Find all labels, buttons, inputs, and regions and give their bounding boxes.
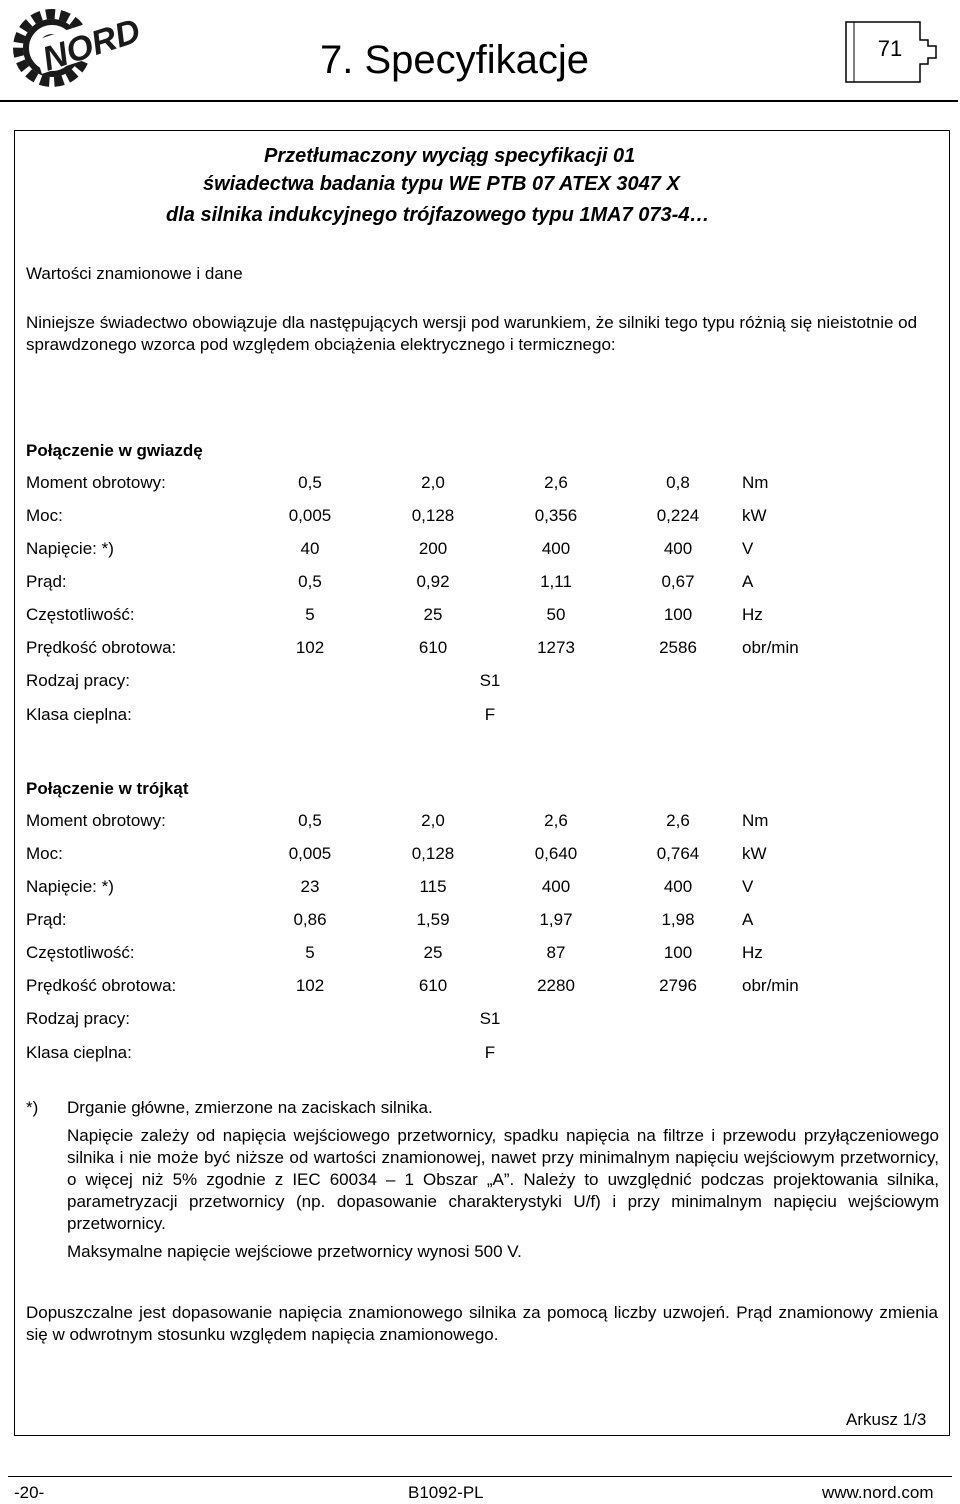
page-number: 71 [877,36,903,61]
heading-line-2: świadectwa badania typu WE PTB 07 ATEX 3047 X [203,173,680,195]
unit: Nm [742,473,769,492]
footnote-line-1: Drganie główne, zmierzone na zaciskach silnika. [67,1098,433,1117]
delta-row-thermal-class [0,1042,960,1064]
row-label: Prąd: [26,572,67,591]
delta-row-duty [0,1008,960,1030]
row-label: Moc: [26,844,63,863]
cell: 40 [300,539,320,558]
row-label: Klasa cieplna: [26,705,132,724]
footer-page-number: -20- [14,1483,45,1502]
cell: 102 [295,638,325,657]
delta-row-power [0,843,960,865]
star-section-title: Połączenie w gwiazdę [26,441,203,460]
cell: 0,8 [666,473,690,492]
cell: 115 [419,877,447,896]
row-label: Częstotliwość: [26,943,135,962]
unit: A [742,572,754,591]
star-row-power [0,505,960,527]
cell: 2,0 [421,473,445,492]
cell: F [484,705,496,724]
intro-paragraph: Niniejsze świadectwo obowiązuje dla następujących wersji pod warunkiem, że silniki tego typu różnią się nieistotnie od sprawdzonego wzorca pod względem obciążenia elektrycznego i termicznego: [26,313,918,354]
delta-row-torque [0,810,960,832]
heading-line-1: Przetłumaczony wyciąg specyfikacji 01 [264,145,636,167]
cell: 0,5 [298,811,322,830]
footer-divider [8,1476,952,1477]
star-row-thermal-class [0,704,960,726]
cell: 0,5 [298,473,322,492]
cell: 0,640 [534,844,578,863]
cell: 2,6 [544,473,568,492]
unit: A [742,910,754,929]
star-row-current [0,571,960,593]
delta-row-speed [0,975,960,997]
row-label: Napięcie: *) [26,877,114,896]
sheet-label: Arkusz 1/3 [846,1410,927,1429]
chapter-title: 7. Specyfikacje [320,38,590,82]
cell: 2,0 [421,811,445,830]
unit: obr/min [742,976,799,995]
row-label: Prędkość obrotowa: [26,638,177,657]
cell: 400 [663,877,693,896]
cell: 400 [541,539,571,558]
cell: 25 [423,605,443,624]
cell: 0,356 [534,506,578,525]
cell: 0,86 [293,910,327,929]
cell: 0,224 [656,506,700,525]
cell: 50 [546,605,566,624]
row-label: Moment obrotowy: [26,473,166,492]
cell: 0,005 [288,506,332,525]
rated-values-label: Wartości znamionowe i dane [26,264,243,283]
cell: S1 [479,1009,501,1028]
cell: 87 [546,943,566,962]
cell: 100 [663,605,693,624]
cell: 0,92 [416,572,450,591]
header-divider [0,100,958,102]
cell: 1,97 [539,910,573,929]
cell: 2,6 [666,811,690,830]
cell: 610 [418,976,448,995]
heading-line-3: dla silnika indukcyjnego trójfazowego typu 1MA7 073-4… [166,204,710,226]
cell: 100 [663,943,693,962]
row-label: Prędkość obrotowa: [26,976,177,995]
logo-wordmark: NORD [38,11,145,79]
unit: Nm [742,811,769,830]
cell: 0,67 [661,572,695,591]
cell: 2586 [659,638,697,657]
row-label: Rodzaj pracy: [26,671,130,690]
row-label: Klasa cieplna: [26,1043,132,1062]
cell: 2796 [659,976,697,995]
cell: 400 [663,539,693,558]
star-row-voltage [0,538,960,560]
footnote-block [67,1097,939,1263]
footnote-line-2: Napięcie zależy od napięcia wejściowego przetwornicy, spadku napięcia na filtrze i przewodu przyłączeniowego silnika i nie może być niższe od wartości znamionowej, nawet przy minimalnym napięciu wejściowym przetwornicy, o więcej niż 5% zgodnie z IEC 60034 – 1 Obszar „A”. Należy to uwzględnić podczas projektowania silnika, parametryzacji przetwornicy (np. dopasowanie charakterystyki U/f) i przy minimalnym napięciu wejściowym przetwornicy. [67,1126,939,1233]
unit: V [742,539,754,558]
cell: 0,128 [411,844,455,863]
cell: 1,98 [661,910,695,929]
cell: 400 [541,877,571,896]
cell: 5 [305,943,315,962]
cell: 25 [423,943,443,962]
cell: 0,764 [656,844,700,863]
cell: 23 [300,877,320,896]
unit: V [742,877,754,896]
cell: 1,59 [416,910,450,929]
footer-website: www.nord.com [822,1483,934,1502]
winding-adjustment-paragraph: Dopuszczalne jest dopasowanie napięcia znamionowego silnika za pomocą liczby uzwojeń. Prąd znamionowy zmienia się w odwrotnym stosunku względem napięcia znamionowego. [26,1303,938,1344]
cell: 0,005 [288,844,332,863]
unit: kW [742,506,767,525]
row-label: Moment obrotowy: [26,811,166,830]
cell: 610 [418,638,448,657]
unit: Hz [742,943,763,962]
delta-row-frequency [0,942,960,964]
row-label: Napięcie: *) [26,539,114,558]
delta-section-title: Połączenie w trójkąt [26,779,189,798]
cell: 5 [305,605,315,624]
nord-logo [6,2,156,98]
cell: 102 [295,976,325,995]
unit: obr/min [742,638,799,657]
row-label: Prąd: [26,910,67,929]
cell: 1,11 [540,572,572,591]
star-row-torque [0,472,960,494]
cell: 2280 [537,976,575,995]
footnote-line-3: Maksymalne napięcie wejściowe przetwornicy wynosi 500 V. [67,1242,522,1261]
footnote-marker: *) [26,1098,39,1117]
cell: 0,5 [298,572,322,591]
delta-row-voltage [0,876,960,898]
star-row-speed [0,637,960,659]
row-label: Częstotliwość: [26,605,135,624]
unit: kW [742,844,767,863]
star-row-frequency [0,604,960,626]
cell: 1273 [537,638,575,657]
cell: 200 [418,539,448,558]
delta-row-current [0,909,960,931]
row-label: Rodzaj pracy: [26,1009,130,1028]
cell: 0,128 [411,506,455,525]
cell: 2,6 [544,811,568,830]
star-row-duty [0,670,960,692]
unit: Hz [742,605,763,624]
cell: S1 [479,671,501,690]
cell: F [484,1043,496,1062]
row-label: Moc: [26,506,63,525]
footer-document-code: B1092-PL [408,1483,484,1502]
